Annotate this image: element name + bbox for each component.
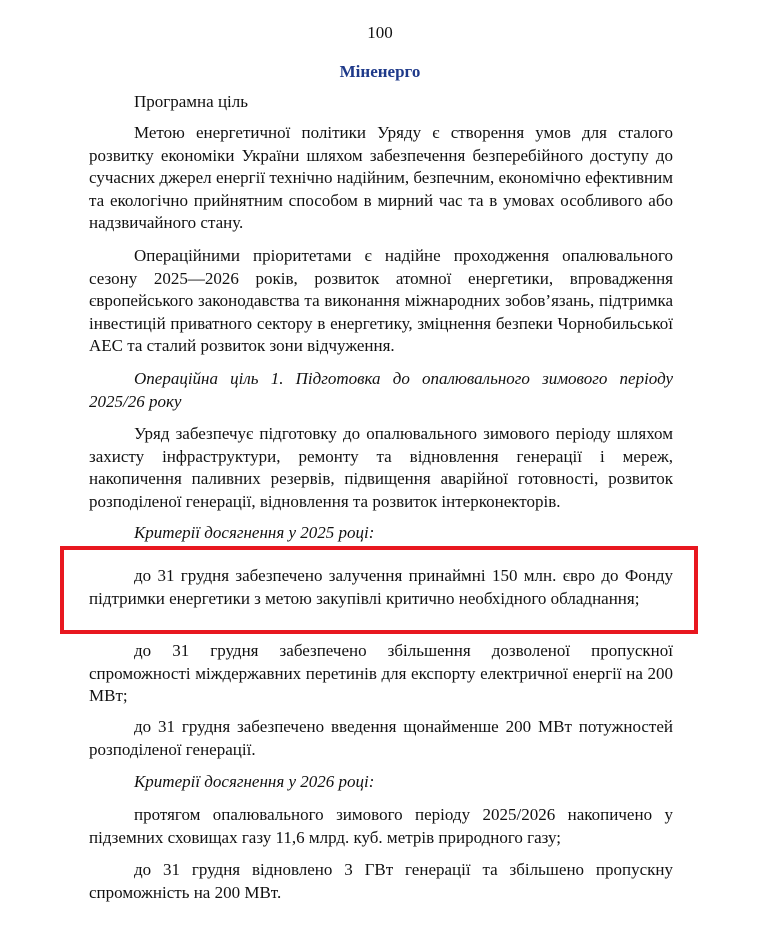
criterion-2025-export-capacity: до 31 грудня забезпечено збільшення дозволеної пропускної спроможності міждержавних перетинів для експорту електричної енергії на 200 МВт; — [89, 641, 673, 705]
paragraph-priorities: Операційними пріоритетами є надійне проходження опалювального сезону 2025—2026 років, розвиток атомної енергетики, впровадження європейського законодавства та виконання міжнародних зобов’язань, підтримка інвестицій приватного сектору в енергетику, зміцнення безпеки Чорнобильської АЕС та сталий розвиток зони відчуження. — [89, 246, 673, 355]
ministry-heading: Міненерго — [339, 62, 421, 81]
operational-goal-heading: Операційна ціль 1. Підготовка до опалювального зимового періоду 2025/26 року — [89, 369, 673, 411]
paragraph-government-preparation: Уряд забезпечує підготовку до опалювального зимового періоду шляхом захисту інфраструктури, ремонту та відновлення генерації і мереж, накопичення паливних резервів, підвищення аварійної готовності, розвиток розподіленої генерації, відновлення та розвиток інтерконекторів. — [89, 424, 673, 511]
criteria-2026-heading: Критерії досягнення у 2026 році: — [134, 772, 375, 791]
paragraph-policy-goal: Метою енергетичної політики Уряду є створення умов для сталого розвитку економіки України шляхом забезпечення безперебійного доступу до сучасних джерел енергії технічно надійним, безпечним, економічно ефективним та екологічно прийнятним способом в мирний час та в умовах особливого або надзвичайного стану. — [89, 123, 673, 232]
criterion-2025-fund: до 31 грудня забезпечено залучення принаймні 150 млн. євро до Фонду підтримки енергетики з метою закупівлі критично необхідного обладнання; — [89, 566, 673, 608]
criterion-2026-generation-restore: до 31 грудня відновлено 3 ГВт генерації та збільшено пропускну спроможність на 200 МВт. — [89, 860, 673, 902]
criterion-2026-gas-storage: протягом опалювального зимового періоду 2025/2026 накопичено у підземних сховищах газу 11,6 млрд. куб. метрів природного газу; — [89, 805, 673, 847]
program-goal-heading: Програмна ціль — [134, 92, 249, 111]
criteria-2025-heading: Критерії досягнення у 2025 році: — [134, 523, 375, 542]
page-number: 100 — [367, 23, 393, 42]
criterion-2025-distributed-generation: до 31 грудня забезпечено введення щонайменше 200 МВт потужностей розподіленої генерації. — [89, 717, 673, 759]
